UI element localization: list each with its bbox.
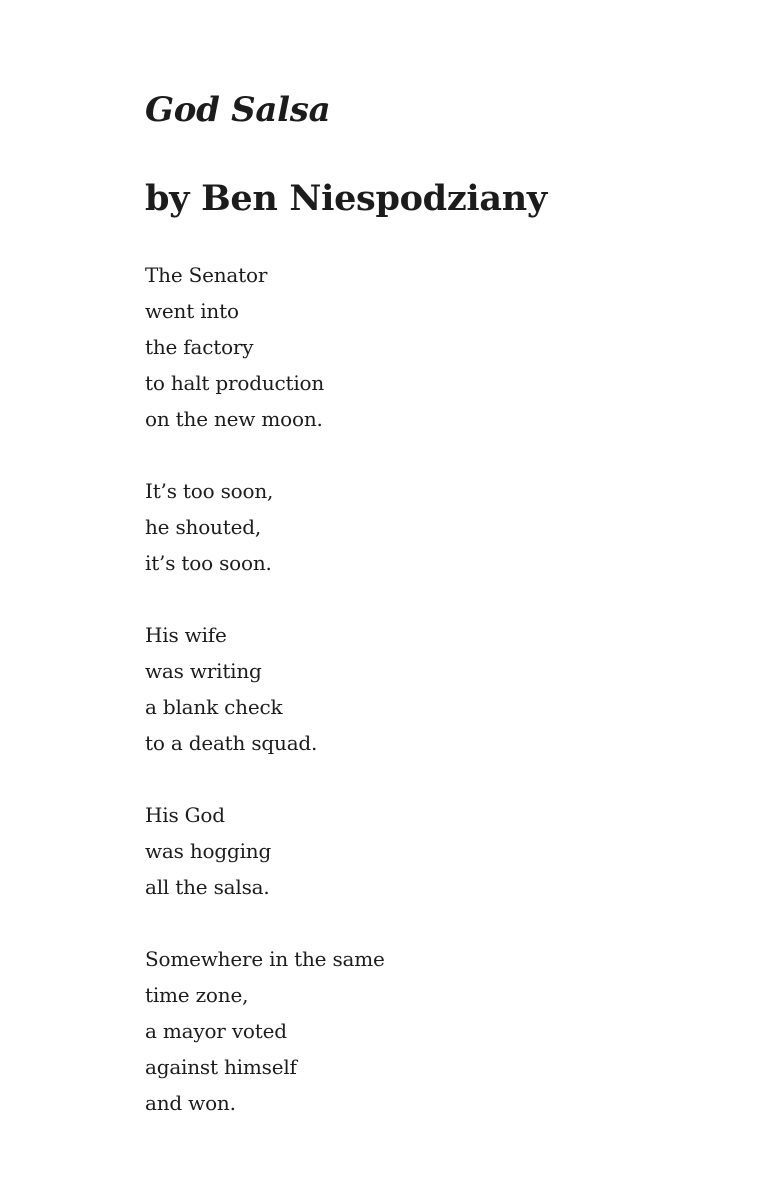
stanza-2 xyxy=(145,473,385,581)
poem-line: It’s too soon, xyxy=(145,479,274,503)
poem-line: to a death squad. xyxy=(145,731,318,755)
poem-line: a mayor voted xyxy=(145,1019,287,1043)
poem-body xyxy=(145,257,385,1157)
poem-line: His God xyxy=(145,803,225,827)
poem-line: on the new moon. xyxy=(145,407,323,431)
stanza-1 xyxy=(145,257,385,437)
poem-line: the factory xyxy=(145,335,254,359)
poem-line: it’s too soon. xyxy=(145,551,272,575)
stanza-5 xyxy=(145,941,385,1121)
poem-line: The Senator xyxy=(145,263,268,287)
poem-line: he shouted, xyxy=(145,515,261,539)
poem-line: and won. xyxy=(145,1091,236,1115)
poem-line: Somewhere in the same xyxy=(145,947,385,971)
poem-line: went into xyxy=(145,299,239,323)
poem-line: a blank check xyxy=(145,695,283,719)
poem-line: was hogging xyxy=(145,839,272,863)
poem-line: His wife xyxy=(145,623,227,647)
poem-line: against himself xyxy=(145,1055,297,1079)
poem-byline: by Ben Niespodziany xyxy=(145,178,547,219)
poem-line: to halt production xyxy=(145,371,325,395)
poem-line: time zone, xyxy=(145,983,249,1007)
stanza-4 xyxy=(145,797,385,905)
poem-line: all the salsa. xyxy=(145,875,270,899)
poem-line: was writing xyxy=(145,659,262,683)
poem-title: God Salsa xyxy=(145,90,331,130)
stanza-3 xyxy=(145,617,385,761)
